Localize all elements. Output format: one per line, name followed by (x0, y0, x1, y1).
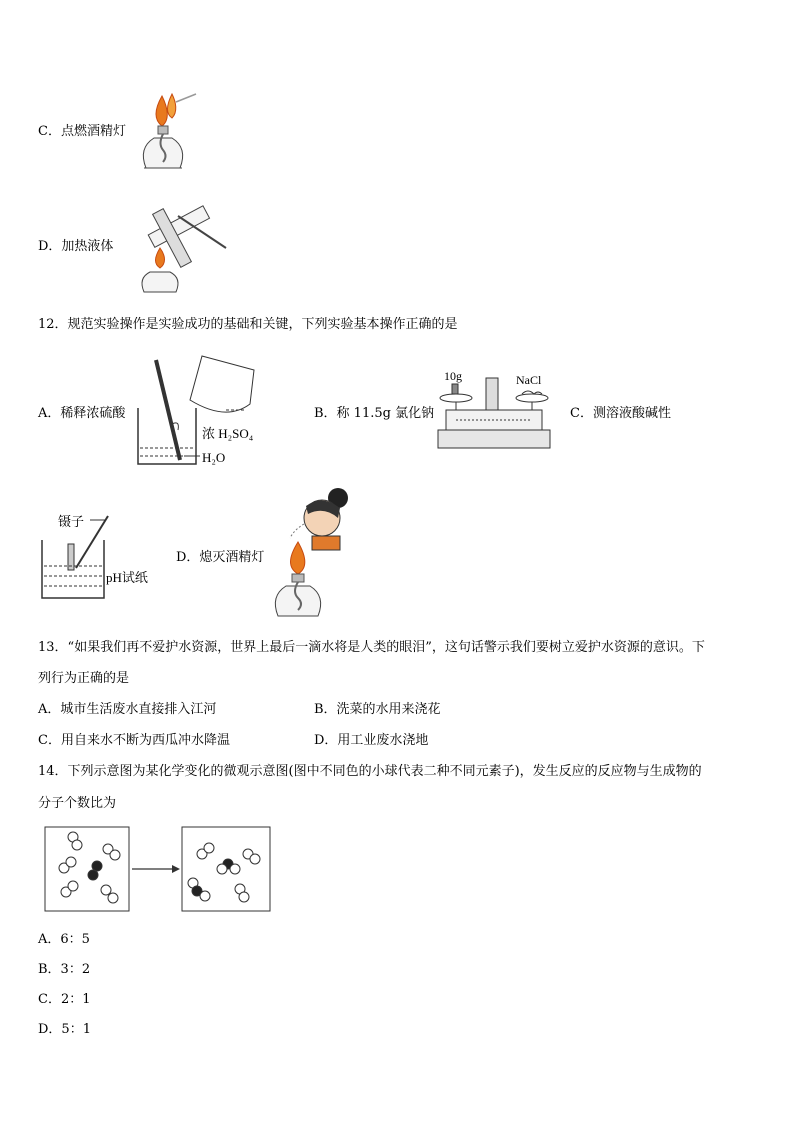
tweezers-label: 镊子 (58, 514, 85, 529)
q13-stem-line2: 列行为正确的是 (38, 671, 130, 686)
q13-option-b: B．洗菜的水用来浇花 (314, 702, 441, 717)
lit-alcohol-lamp-figure (132, 88, 202, 178)
q14-option-b: B．3：2 (38, 962, 91, 977)
weight-label: 10g (444, 369, 462, 383)
q14-option-a: A．6：5 (38, 932, 90, 947)
q13-option-d: D．用工业废水浇地 (314, 733, 429, 748)
q14-option-c: C．2：1 (38, 992, 91, 1007)
dilute-acid-figure (126, 352, 276, 472)
heating-liquid-figure (130, 196, 230, 296)
water-label: H₂O (202, 450, 226, 465)
q12-option-c: C．测溶液酸碱性 (570, 406, 671, 421)
q12-option-b: B．称 11.5g 氯化钠 (314, 406, 435, 421)
q13-option-a: A．城市生活废水直接排入江河 (38, 702, 217, 717)
balance-scale-figure (436, 366, 556, 454)
ph-test-figure (38, 510, 168, 604)
ph-paper-label: pH试纸 (106, 570, 148, 585)
q12-option-a: A．稀释浓硫酸 (38, 406, 126, 421)
q14-stem-line2: 分子个数比为 (38, 796, 117, 811)
reaction-diagram (44, 826, 274, 912)
q12-option-d: D．熄灭酒精灯 (176, 550, 265, 565)
acid-label: 浓 H₂SO₄ (202, 426, 254, 441)
q14-stem-line1: 14．下列示意图为某化学变化的微观示意图(图中不同色的小球代表二种不同元素子)，发生反应的反应物与生成物的 (38, 764, 702, 779)
q12-stem: 12．规范实验操作是实验成功的基础和关键，下列实验基本操作正确的是 (38, 317, 458, 332)
q11-option-c: C．点燃酒精灯 (38, 124, 126, 139)
blow-out-lamp-figure (268, 484, 368, 624)
q13-stem-line1: 13．“如果我们再不爱护水资源，世界上最后一滴水将是人类的眼泪”，这句话警示我们要树立爱护水资源的意识。下 (38, 640, 705, 655)
q14-option-d: D．5：1 (38, 1022, 91, 1037)
nacl-label: NaCl (516, 373, 542, 387)
q11-option-d: D．加热液体 (38, 239, 114, 254)
q13-option-c: C．用自来水不断为西瓜冲水降温 (38, 733, 230, 748)
